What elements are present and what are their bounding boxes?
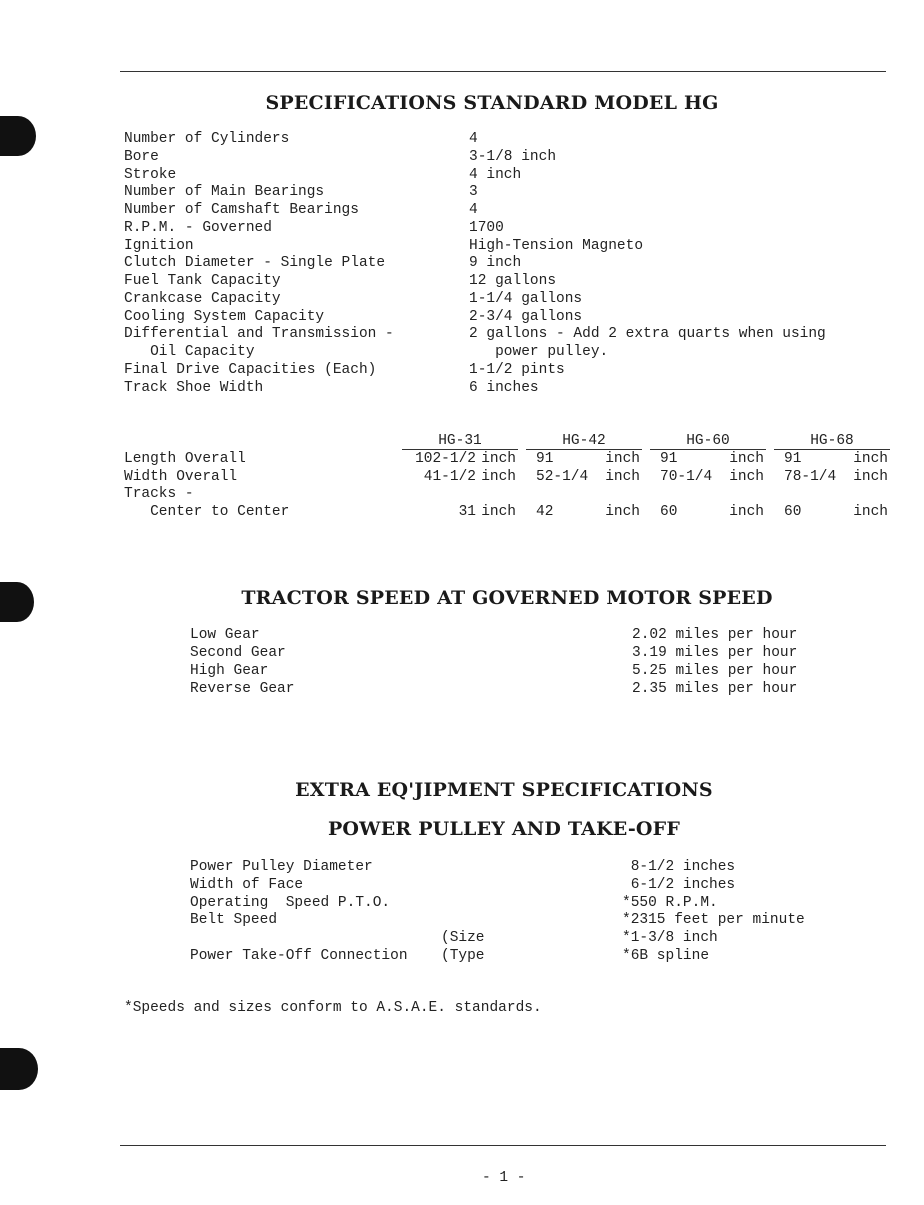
model-cell-unit: inch <box>729 469 764 485</box>
pulley-value: *550 R.P.M. <box>622 894 718 911</box>
spec-value: 3 <box>469 184 478 201</box>
model-cell-unit: inch <box>481 451 516 467</box>
model-cell-unit: inch <box>605 504 640 520</box>
pulley-label: Belt Speed <box>190 912 278 929</box>
spec-value: 3-1/8 inch <box>469 148 557 165</box>
model-column-header: HG-68 <box>774 433 890 450</box>
spec-label: Fuel Tank Capacity <box>124 273 281 289</box>
model-row-label: Center to Center <box>124 504 290 520</box>
spec-title: SPECIFICATIONS STANDARD MODEL HG <box>265 92 719 114</box>
spec-label: Clutch Diameter - Single Plate <box>124 255 386 272</box>
pulley-title: POWER PULLEY AND TAKE-OFF <box>327 818 681 840</box>
pulley-label: Operating Speed P.T.O. <box>190 894 391 911</box>
spec-value: 12 gallons <box>469 273 557 289</box>
pulley-subtype: (Size <box>441 930 485 947</box>
top-rule <box>120 71 886 72</box>
model-cell-value: 70-1/4 <box>660 469 713 485</box>
model-cell-value: 52-1/4 <box>536 469 589 485</box>
model-column-header: HG-42 <box>526 433 642 450</box>
model-row-label: Length Overall <box>124 451 246 467</box>
spec-value: 2-3/4 gallons <box>469 308 583 325</box>
model-cell-value: 41-1/2 <box>423 469 476 485</box>
bottom-rule <box>120 1145 886 1146</box>
speed-value: 5.25 miles per hour <box>632 663 798 679</box>
model-cell-unit: inch <box>481 504 516 520</box>
pulley-subtype: (Type <box>441 948 485 964</box>
spec-label: Number of Cylinders <box>124 131 290 147</box>
pulley-value: *6B spline <box>622 948 710 964</box>
model-cell-unit: inch <box>729 451 764 467</box>
model-cell-unit: inch <box>605 451 640 467</box>
model-cell-value: 91 <box>784 451 802 467</box>
extra-title: EXTRA EQ'JIPMENT SPECIFICATIONS <box>295 779 713 801</box>
spec-label: Stroke <box>124 166 177 183</box>
model-cell-unit: inch <box>481 469 516 485</box>
model-cell-unit: inch <box>605 469 640 485</box>
speed-label: Low Gear <box>190 627 260 643</box>
spec-label: Track Shoe Width <box>124 379 264 396</box>
binder-hole-top <box>0 116 36 156</box>
spec-value: 1-1/4 gallons <box>469 290 583 307</box>
model-cell-unit: inch <box>853 469 888 485</box>
pulley-value: 8-1/2 inches <box>622 859 736 875</box>
model-cell-value: 42 <box>536 504 554 520</box>
spec-label: Number of Main Bearings <box>124 184 325 201</box>
pulley-label: Power Take-Off Connection <box>190 948 408 964</box>
footnote: *Speeds and sizes conform to A.S.A.E. standards. <box>124 1000 542 1016</box>
spec-value: 1700 <box>469 219 504 236</box>
model-cell-value: 91 <box>660 451 678 467</box>
spec-label: Number of Camshaft Bearings <box>124 202 359 218</box>
model-cell-value: 60 <box>660 504 678 520</box>
spec-value: 6 inches <box>469 379 539 396</box>
pulley-value: *2315 feet per minute <box>622 912 805 929</box>
spec-value: 1-1/2 pints <box>469 361 565 378</box>
pulley-label: Width of Face <box>190 876 304 893</box>
speed-label: High Gear <box>190 663 269 679</box>
spec-label: Crankcase Capacity <box>124 290 281 307</box>
pulley-label: Power Pulley Diameter <box>190 859 373 875</box>
model-row-label: Width Overall <box>124 469 238 485</box>
spec-label: Cooling System Capacity <box>124 308 325 325</box>
spec-label: Bore <box>124 148 159 165</box>
model-cell-value: 78-1/4 <box>784 469 837 485</box>
model-row-label: Tracks - <box>124 486 194 502</box>
model-cell-value: 91 <box>536 451 554 467</box>
spec-label: R.P.M. - Governed <box>124 219 272 236</box>
speed-label: Reverse Gear <box>190 681 295 697</box>
spec-value: power pulley. <box>469 344 609 360</box>
pulley-value: *1-3/8 inch <box>622 930 718 947</box>
speed-value: 2.35 miles per hour <box>632 681 798 697</box>
spec-label: Oil Capacity <box>124 344 255 360</box>
speed-title: TRACTOR SPEED AT GOVERNED MOTOR SPEED <box>241 587 773 609</box>
speed-label: Second Gear <box>190 645 286 661</box>
spec-label: Ignition <box>124 237 194 254</box>
spec-value: 4 inch <box>469 166 522 183</box>
speed-value: 3.19 miles per hour <box>632 645 798 661</box>
spec-value: 2 gallons - Add 2 extra quarts when using <box>469 326 826 343</box>
spec-value: 4 <box>469 131 478 147</box>
spec-value: 4 <box>469 202 478 218</box>
model-cell-value: 31 <box>458 504 476 520</box>
model-cell-unit: inch <box>729 504 764 520</box>
binder-hole-bottom <box>0 1048 38 1090</box>
model-cell-value: 102-1/2 <box>415 451 476 467</box>
spec-value: High-Tension Magneto <box>469 237 644 254</box>
spec-label: Differential and Transmission - <box>124 326 394 343</box>
speed-value: 2.02 miles per hour <box>632 627 798 643</box>
pulley-value: 6-1/2 inches <box>622 876 736 893</box>
model-cell-unit: inch <box>853 504 888 520</box>
model-cell-unit: inch <box>853 451 888 467</box>
spec-value: 9 inch <box>469 255 522 272</box>
spec-label: Final Drive Capacities (Each) <box>124 361 377 378</box>
page-number: - 1 - <box>482 1170 526 1186</box>
model-column-header: HG-60 <box>650 433 766 450</box>
model-column-header: HG-31 <box>402 433 518 450</box>
model-cell-value: 60 <box>784 504 802 520</box>
